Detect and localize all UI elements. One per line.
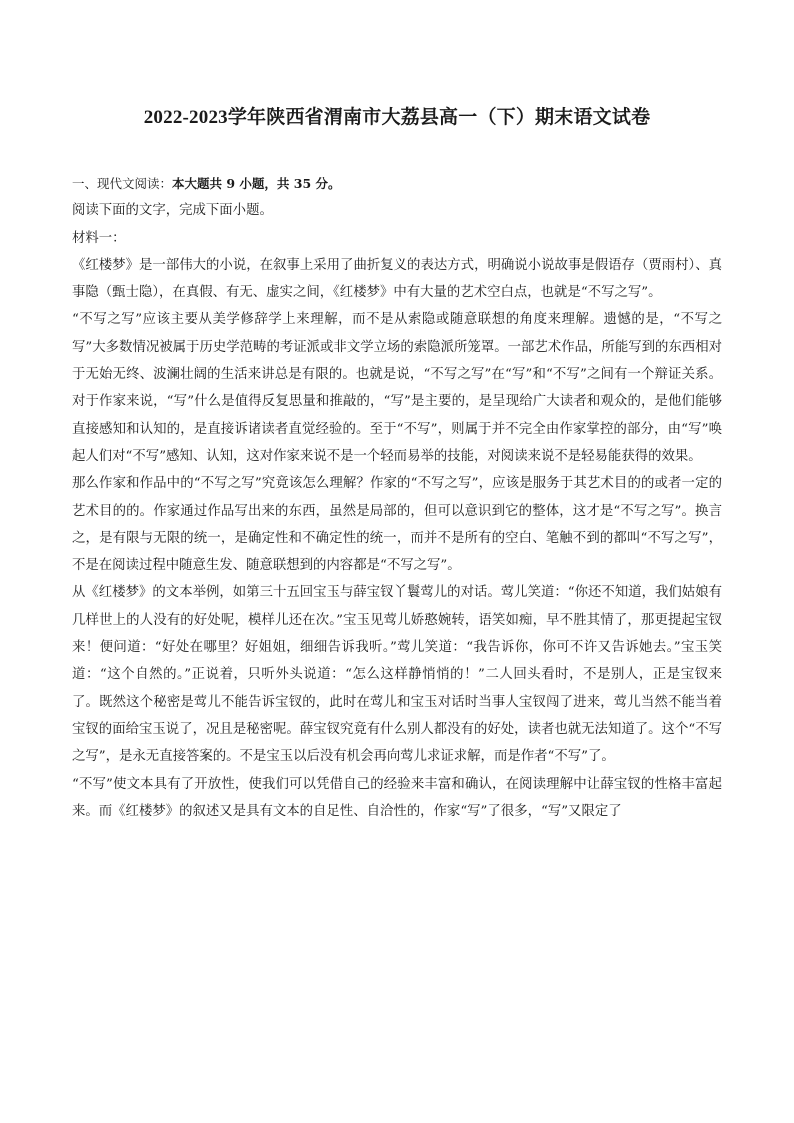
instruction-paragraph: 阅读下面的文字，完成下面小题。 bbox=[72, 203, 273, 219]
body-paragraph: 那么作家和作品中的“不写之写”究竟该怎么理解？作家的“不写之写”，应该是服务于其艺术目的的或者一定的艺术目的的。作家通过作品写出来的东西，虽然是局部的，但可以意识到它的整体，这才是“不写之写”。换言之，是有限与无限的统一，是确定性和不确定性的统一，而并不是所有的空白、笔触不到的都叫“不写之写”，不是在阅读过程中随意生发、随意联想到的内容都是“不写之写”。 bbox=[72, 476, 722, 574]
page-title: 2022-2023学年陕西省渭南市大荔县高一（下）期末语文试卷 bbox=[143, 107, 651, 128]
body-paragraph: 《红楼梦》是一部伟大的小说，在叙事上采用了曲折复义的表达方式，明确说小说故事是假语存（贾雨村）、真事隐（甄士隐），在真假、有无、虚实之间，《红楼梦》中有大量的艺术空白点，也就是“不写之写”。 bbox=[72, 257, 722, 301]
document-body bbox=[72, 170, 722, 825]
section-number: 一、现代文阅读： bbox=[72, 176, 173, 191]
section-heading bbox=[72, 170, 722, 197]
section-info: 本大题共 9 小题，共 35 分。 bbox=[172, 176, 341, 191]
material-label: 材料一： bbox=[72, 230, 126, 246]
body-paragraph: “不写之写”应该主要从美学修辞学上来理解，而不是从索隐或随意联想的角度来理解。遗憾的是，“不写之写”大多数情况被属于历史学范畴的考证派或非文学立场的索隐派所笼罩。一部艺术作品，所能写到的东西相对于无始无终、波澜壮阔的生活来讲总是有限的。也就是说，“不写之写”在“写”和“不写”之间有一个辩证关系。对于作家来说，“写”什么是值得反复思量和推敲的，“写”是主要的，是呈现给广大读者和观众的，是他们能够直接感知和认知的，是直接诉诸读者直觉经验的。至于“不写”，则属于并不完全由作家掌控的部分，由“写”唤起人们对“不写”感知、认知，这对作家来说不是一个轻而易举的技能，对阅读来说不是轻易能获得的效果。 bbox=[72, 312, 722, 464]
body-paragraph: “不写”使文本具有了开放性，使我们可以凭借自己的经验来丰富和确认，在阅读理解中让薛宝钗的性格丰富起来。而《红楼梦》的叙述又是具有文本的自足性、自洽性的，作家“写”了很多，“写”又限定了 bbox=[72, 776, 722, 819]
body-paragraph: 从《红楼梦》的文本举例，如第三十五回宝玉与薛宝钗丫鬟莺儿的对话。莺儿笑道：“你还不知道，我们姑娘有几样世上的人没有的好处呢，模样儿还在次。”宝玉见莺儿娇憨婉转，语笑如痴，早不胜其情了，那更提起宝钗来！便问道：“好处在哪里？好姐姐，细细告诉我听。”莺儿笑道：“我告诉你，你可不许又告诉她去。”宝玉笑道：“这个自然的。”正说着，只听外头说道：“怎么这样静悄悄的！”二人回头看时，不是别人，正是宝钗来了。既然这个秘密是莺儿不能告诉宝钗的，此时在莺儿和宝玉对话时当事人宝钗闯了进来，莺儿当然不能当着宝钗的面给宝玉说了，况且是秘密呢。薛宝钗究竟有什么别人都没有的好处，读者也就无法知道了。这个“不写之写”，是永无直接答案的。不是宝玉以后没有机会再向莺儿求证求解，而是作者“不写”了。 bbox=[72, 585, 722, 765]
